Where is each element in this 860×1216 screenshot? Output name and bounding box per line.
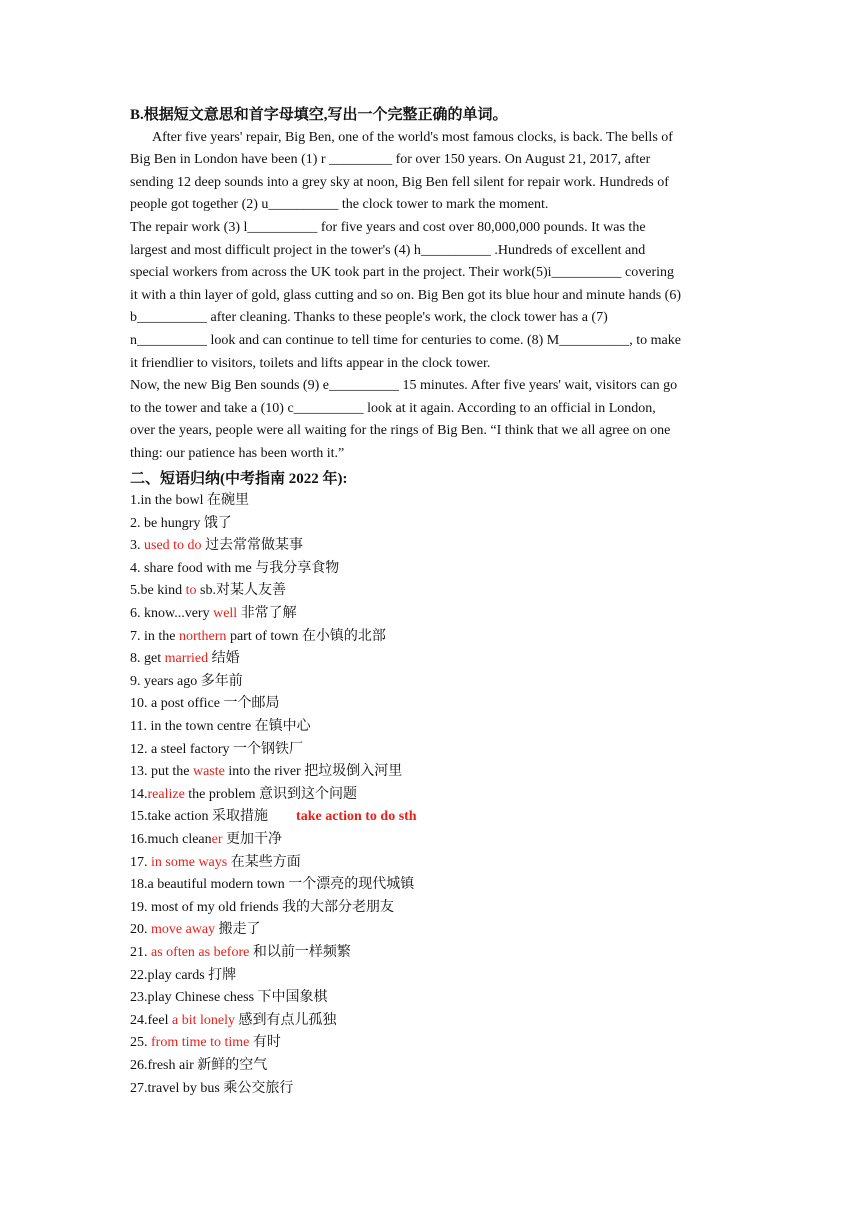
phrase-item [130, 806, 730, 829]
phrase-item [130, 739, 730, 762]
phrase-text: sb.对某人友善 [196, 583, 286, 599]
passage-line: largest and most difficult project in the tower's (4) h__________ .Hundreds of excellent and [130, 242, 646, 258]
phrase-item [130, 784, 730, 807]
highlighted-phrase: well [213, 606, 238, 622]
phrase-text: 20. [130, 922, 151, 938]
phrase-text: 14. [130, 786, 148, 802]
phrase-text: 22.play cards 打牌 [130, 967, 237, 983]
content [130, 104, 730, 1100]
highlighted-phrase: used to do [144, 538, 202, 554]
phrase-text: 27.travel by bus 乘公交旅行 [130, 1080, 294, 1096]
phrase-text: 和以前一样频繁 [249, 944, 351, 960]
phrase-text: 11. in the town centre 在镇中心 [130, 719, 311, 735]
phrase-text: 6. know...very [130, 606, 214, 622]
phrase-text: 5.be kind [130, 583, 186, 599]
phrase-text: 搬走了 [215, 922, 261, 938]
phrase-item [130, 603, 730, 626]
phrase-item [130, 874, 730, 897]
passage-line: over the years, people were all waiting for the rings of Big Ben. “I think that we all agree on one [130, 423, 671, 439]
phrase-text: 更加干净 [222, 832, 283, 847]
phrase-text: 2. be hungry 饿了 [130, 515, 232, 531]
phrase-text: 19. most of my old friends 我的大部分老朋友 [130, 899, 395, 915]
phrase-text: the problem 意识到这个问题 [184, 786, 358, 802]
phrase-item [130, 965, 730, 988]
phrase-text: 1.in the bowl 在碗里 [130, 493, 249, 509]
phrase-list [130, 490, 730, 1100]
section-b-heading: B.根据短文意思和首字母填空,写出一个完整正确的单词。 [130, 107, 508, 123]
phrase-text: 12. a steel factory 一个钢铁厂 [130, 741, 304, 757]
phrase-text: 15.take action 采取措施 [130, 809, 269, 825]
phrase-text: 26.fresh air 新鲜的空气 [130, 1057, 268, 1073]
phrase-text: 9. years ago 多年前 [130, 673, 243, 689]
passage-line: thing: our patience has been worth it.” [130, 445, 345, 461]
phrase-text: 10. a post office 一个邮局 [130, 696, 280, 712]
phrase-item [130, 490, 730, 513]
phrase-item [130, 1010, 730, 1033]
phrase-item [130, 513, 730, 536]
highlighted-phrase: to [185, 583, 197, 599]
phrase-item [130, 648, 730, 671]
phrase-text: 感到有点儿孤独 [234, 1012, 337, 1028]
phrase-text: into the river 把垃圾倒入河里 [224, 764, 403, 780]
passage-line: n__________ look and can continue to tell time for centuries to come. (8) M__________, to make [130, 332, 681, 348]
phrase-item [130, 1055, 730, 1078]
phrase-text: 13. put the [130, 764, 193, 780]
passage-line: Now, the new Big Ben sounds (9) e__________ 15 minutes. After five years' wait, visitors can go [130, 378, 678, 394]
phrase-item [130, 1032, 730, 1055]
phrase-text: 有时 [249, 1035, 281, 1051]
highlighted-phrase: move away [151, 922, 216, 938]
phrase-text: 16.much clean [130, 832, 212, 847]
passage-line: The repair work (3) l__________ for five years and cost over 80,000,000 pounds. It was the [130, 219, 646, 235]
phrase-text: 8. get [130, 651, 165, 667]
phrase-text: 7. in the [130, 628, 179, 644]
phrase-item [130, 693, 730, 716]
passage [130, 127, 730, 466]
phrase-text: 24.feel [130, 1012, 172, 1028]
phrase-text: 25. [130, 1035, 151, 1051]
passage-line: to the tower and take a (10) c__________ look at it again. According to an official in London, [130, 400, 656, 416]
phrase-text: 23.play Chinese chess 下中国象棋 [130, 990, 328, 1006]
phrase-text: 17. [130, 854, 151, 870]
highlighted-phrase: waste [193, 764, 225, 780]
phrase-item [130, 626, 730, 649]
phrase-item [130, 987, 730, 1010]
phrase-item [130, 897, 730, 920]
passage-line: special workers from across the UK took part in the project. Their work(5)i__________ covering [130, 265, 675, 281]
passage-line: sending 12 deep sounds into a grey sky at noon, Big Ben fell silent for repair work. Hundreds of [130, 174, 669, 190]
passage-line: it friendlier to visitors, toilets and lifts appear in the clock tower. [130, 355, 491, 371]
phrase-text: 非常了解 [237, 606, 297, 622]
highlighted-phrase: realize [147, 786, 185, 802]
phrase-text: 21. [130, 944, 151, 960]
phrase-item [130, 852, 730, 875]
phrase-text: 18.a beautiful modern town 一个漂亮的现代城镇 [130, 877, 415, 893]
phrase-item [130, 535, 730, 558]
phrase-text: 在某些方面 [227, 854, 301, 870]
phrase-item [130, 671, 730, 694]
highlighted-phrase: er [211, 832, 223, 847]
phrase-text: 3. [130, 538, 144, 554]
phrase-item [130, 829, 730, 852]
phrase-text: part of town 在小镇的北部 [226, 628, 386, 644]
passage-line: people got together (2) u__________ the clock tower to mark the moment. [130, 197, 549, 213]
highlighted-phrase: married [164, 651, 209, 667]
highlighted-phrase: in some ways [151, 854, 228, 870]
passage-line: it with a thin layer of gold, glass cutting and so on. Big Ben got its blue hour and minute hands (6) [130, 287, 681, 303]
highlighted-phrase: a bit lonely [171, 1012, 235, 1028]
phrase-text: 4. share food with me 与我分享食物 [130, 560, 340, 576]
passage-line: After five years' repair, Big Ben, one of the world's most famous clocks, is back. The bells of [152, 129, 673, 145]
phrase-item [130, 1078, 730, 1101]
passage-line: Big Ben in London have been (1) r _________ for over 150 years. On August 21, 2017, after [130, 152, 651, 168]
section-2-heading: 二、短语归纳(中考指南 2022 年): [130, 470, 348, 487]
phrase-text: 过去常常做某事 [201, 538, 304, 554]
phrase-item [130, 558, 730, 581]
highlighted-phrase: take action to do sth [296, 809, 417, 825]
highlighted-phrase: northern [179, 628, 227, 644]
highlighted-phrase: from time to time [151, 1035, 250, 1051]
phrase-item [130, 919, 730, 942]
highlighted-phrase: as often as before [151, 944, 250, 960]
phrase-item [130, 942, 730, 965]
passage-line: b__________ after cleaning. Thanks to these people's work, the clock tower has a (7) [130, 310, 608, 326]
phrase-item [130, 761, 730, 784]
phrase-item [130, 716, 730, 739]
phrase-text: 结婚 [208, 651, 240, 667]
phrase-item [130, 580, 730, 603]
